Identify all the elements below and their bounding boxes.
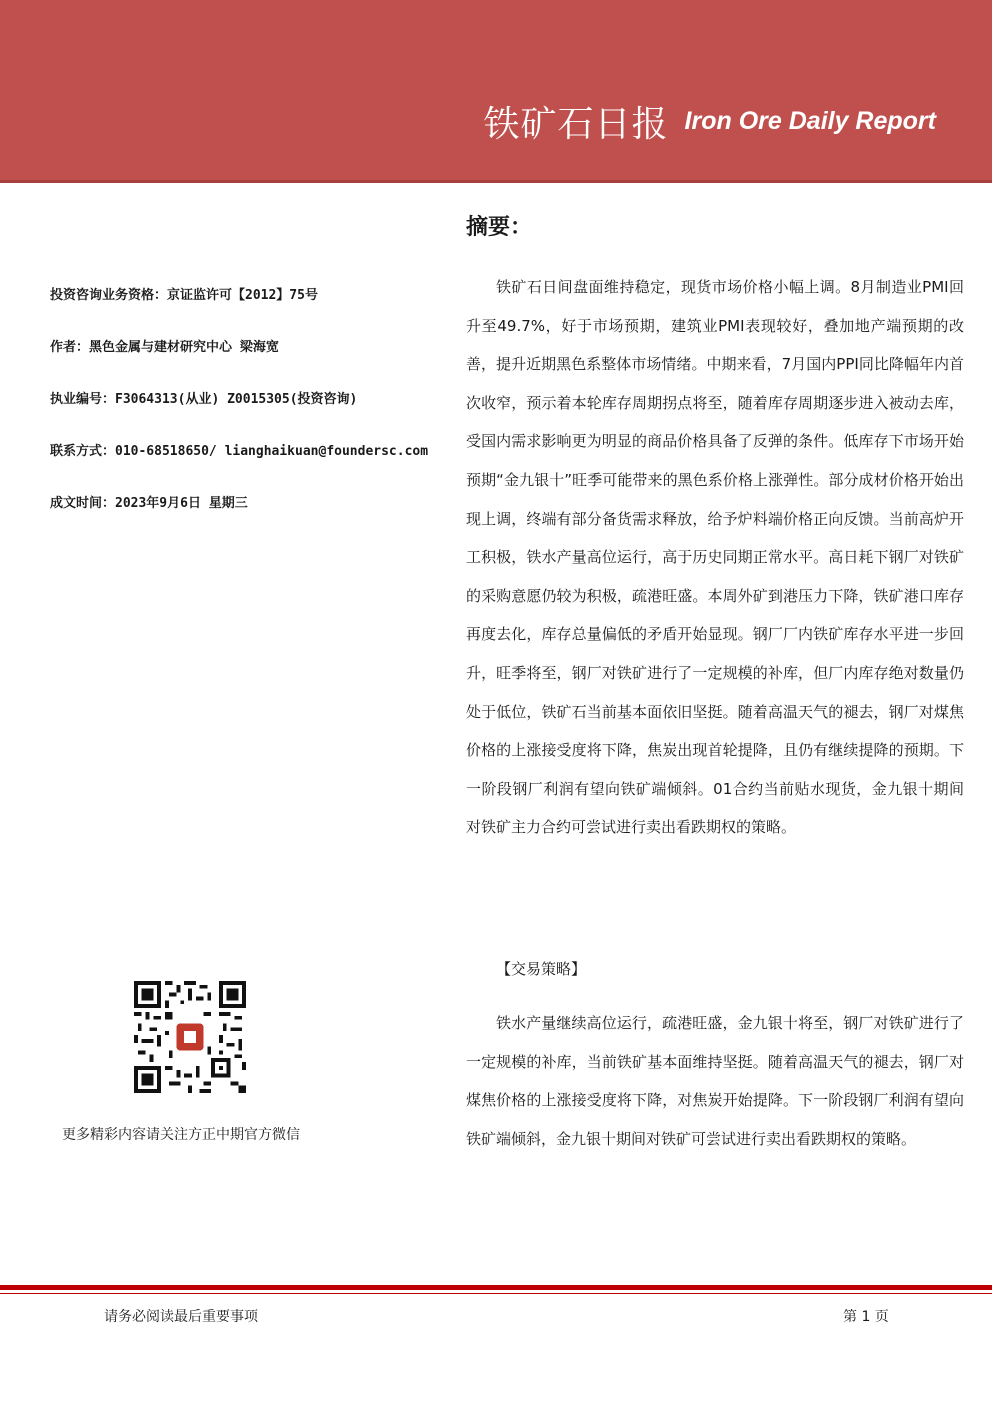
footer-disclaimer: 请务必阅读最后重要事项: [104, 1309, 258, 1325]
summary-paragraph: 铁矿石日间盘面维持稳定，现货市场价格小幅上调。8月制造业PMI回升至49.7%，好于市场预期，建筑业PMI表现较好，叠加地产端预期的改善，提升近期黑色系整体市场情绪。中期来看，7月国内PPI同比降幅年内首次收窄，预示着本轮库存周期拐点将至，随着库存周期逐步进入被动去库，受国内需求影响更为明显的商品价格具备了反弹的条件。低库存下市场开始预期“金九银十”旺季可能带来的黑色系价格上涨弹性。部分成材价格开始出现上调，终端有部分备货需求释放，给予炉料端价格正向反馈。当前高炉开工积极，铁水产量高位运行，高于历史同期正常水平。高日耗下钢厂对铁矿的采购意愿仍较为积极，疏港旺盛。本周外矿到港压力下降，铁矿港口库存再度去化，库存总量偏低的矛盾开始显现。钢厂厂内铁矿库存水平进一步回升，旺季将至，钢厂对铁矿进行了一定规模的补库，但厂内库存绝对数量仍处于低位，铁矿石当前基本面依旧坚挺。随着高温天气的褪去，钢厂对煤焦价格的上涨接受度将下降，焦炭出现首轮提降，且仍有继续提降的预期。下一阶段钢厂利润有望向铁矿端倾斜。01合约当前贴水现货，金九银十期间对铁矿主力合约可尝试进行卖出看跌期权的策略。: [466, 278, 964, 837]
strategy-heading: 【交易策略】: [496, 960, 587, 978]
header-banner: [0, 0, 992, 183]
page-number: 第 1 页: [843, 1309, 889, 1325]
summary-heading: 摘要：: [466, 215, 533, 240]
author-info-block: [50, 284, 450, 544]
wechat-qr-code-icon[interactable]: [134, 981, 246, 1093]
footer-divider: [0, 1285, 992, 1290]
report-title-cn: 铁矿石日报: [483, 104, 669, 145]
qr-caption: 更多精彩内容请关注方正中期官方微信: [62, 1127, 300, 1143]
report-title-en: Iron Ore Daily Report: [684, 107, 936, 135]
strategy-paragraph: 铁水产量继续高位运行，疏港旺盛，金九银十将至，钢厂对铁矿进行了一定规模的补库，当前铁矿基本面维持坚挺。随着高温天气的褪去，钢厂对煤焦价格的上涨接受度将下降，对焦炭开始提降。下一阶段钢厂利润有望向铁矿端倾斜，金九银十期间对铁矿可尝试进行卖出看跌期权的策略。: [466, 1014, 964, 1148]
report-title: [484, 96, 936, 147]
date-line: 成文时间：2023年9月6日 星期三: [50, 496, 248, 511]
qualification-line: 投资咨询业务资格：京证监许可【2012】75号: [50, 288, 318, 303]
author-line: 作者：黑色金属与建材研究中心 梁海宽: [50, 340, 279, 355]
license-line: 执业编号：F3064313(从业) Z0015305(投资咨询): [50, 392, 358, 407]
footer-divider-thin: [0, 1293, 992, 1294]
contact-line: 联系方式：010-68518650/ lianghaikuan@foundersc.com: [50, 444, 429, 459]
